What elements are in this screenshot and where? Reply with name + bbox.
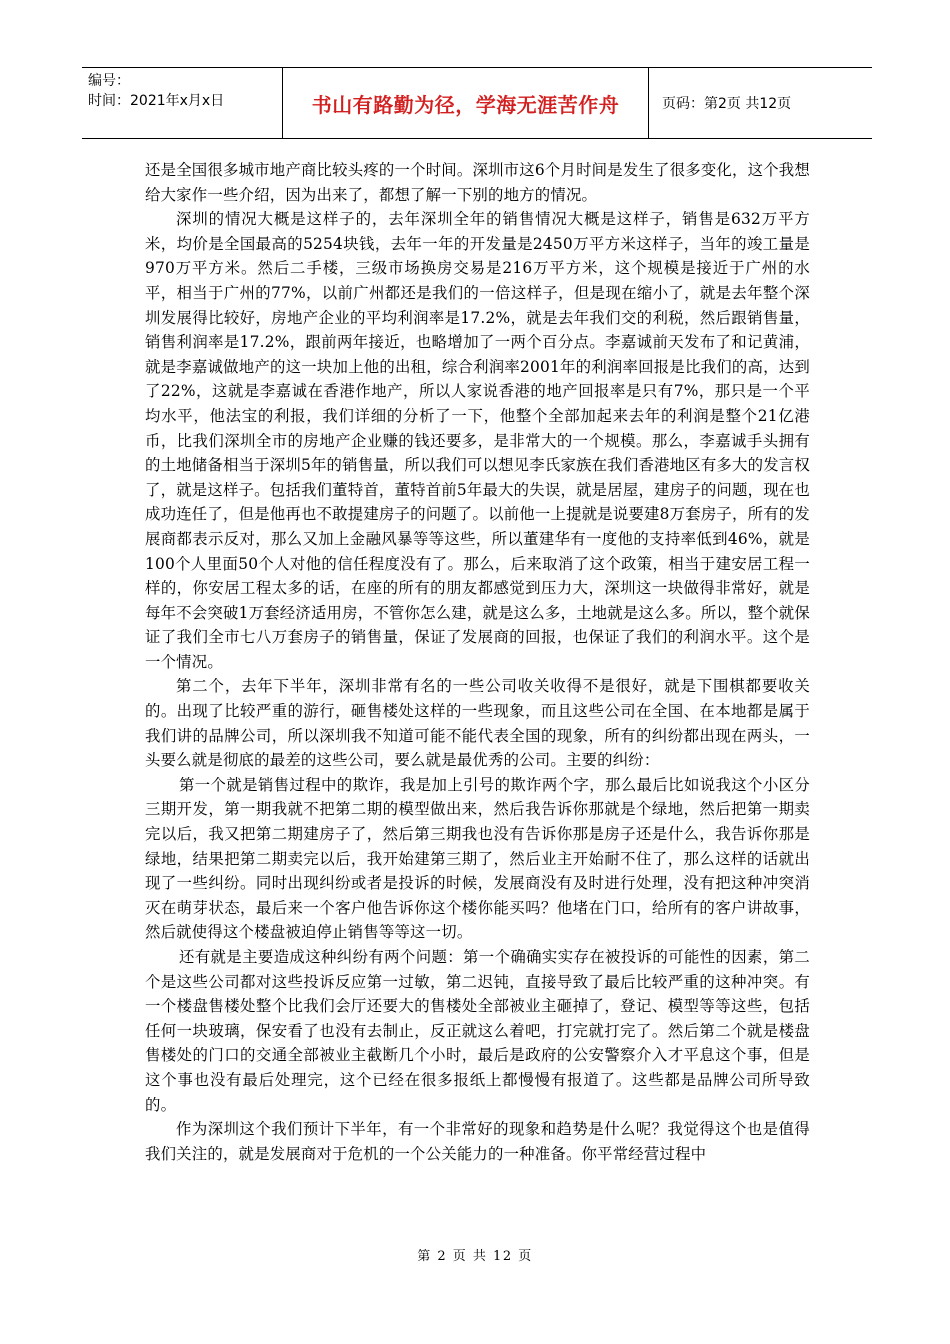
- paragraph: 作为深圳这个我们预计下半年，有一个非常好的现象和趋势是什么呢？我觉得这个也是值得我们关注的，就是发展商对于危机的一个公关能力的一种准备。你平常经营过程中: [145, 1120, 810, 1163]
- document-body: [145, 158, 810, 1166]
- paragraph: 深圳的情况大概是这样子的，去年深圳全年的销售情况大概是这样子，销售是632万平方米，均价是全国最高的5254块钱，去年一年的开发量是2450万平方米这样子，当年的竣工量是970万平方米。然后二手楼，三级市场换房交易是216万平方米，这个规模是接近于广州的水平，相当于广州的77%，以前广州都还是我们的一倍这样子，但是现在缩小了，就是去年整个深圳发展得比较好，房地产企业的平均利润率是17.2%，就是去年我们交的利税，然后跟销售量，销售利润率是17.2%，跟前两年接近，也略增加了一两个百分点。李嘉诚前天发布了和记黄浦，就是李嘉诚做地产的这一块加上他的出租，综合利润率2001年的利润率回报是比我们的高，达到了22%，这就是李嘉诚在香港作地产，所以人家说香港的地产回报率是只有7%，那只是一个平均水平，他法宝的利报，我们详细的分析了一下，他整个全部加起来去年的利润是整个21亿港币，比我们深圳全市的房地产企业赚的钱还要多，是非常大的一个规模。那么，李嘉诚手头拥有的土地储备相当于深圳5年的销售量，所以我们可以想见李氏家族在我们香港地区有多大的发言权了，就是这样子。包括我们董特首，董特首前5年最大的失误，就是居屋，建房子的问题，现在也成功连任了，但是他再也不敢提建房子的问题了。以前他一上提就是说要建8万套房子，所有的发展商都表示反对，那么又加上金融风暴等等这些，所以董建华有一度他的支持率低到46%，就是100个人里面50个人对他的信任程度没有了。那么，后来取消了这个政策，相当于建安居工程一样的，你安居工程太多的话，在座的所有的朋友都感觉到压力大，深圳这一块做得非常好，就是每年不会突破1万套经济适用房，不管你怎么建，就是这么多，土地就是这么多。所以，整个就保证了我们全市七八万套房子的销售量，保证了发展商的回报，也保证了我们的利润水平。这个是一个情况。: [145, 210, 810, 671]
- document-date: 时间：2021年x月x日: [88, 93, 225, 109]
- header-divider-right: [648, 68, 649, 138]
- header-page-info: 页码：第2页 共12页: [662, 96, 792, 112]
- document-number-label: 编号：: [88, 73, 130, 89]
- paragraph: 还有就是主要造成这种纠纷有两个问题：第一个确确实实存在被投诉的可能性的因素，第二个是这些公司都对这些投诉反应第一过敏，第二迟钝，直接导致了最后比较严重的这种冲突。有一个楼盘售楼处整个比我们会厅还要大的售楼处全部被业主砸掉了，登记、模型等等这些，包括任何一块玻璃，保安看了也没有去制止，反正就这么着吧，打完就打完了。然后第二个就是楼盘售楼处的门口的交通全部被业主截断几个小时，最后是政府的公安警察介入才平息这个事，但是这个事也没有最后处理完，这个已经在很多报纸上都慢慢有报道了。这些都是品牌公司所导致的。: [145, 948, 810, 1114]
- page-header: [82, 67, 872, 139]
- header-meta: [88, 71, 278, 111]
- paragraph: 还是全国很多城市地产商比较头疼的一个时间。深圳市这6个月时间是发生了很多变化，这个我想给大家作一些介绍，因为出来了，都想了解一下别的地方的情况。: [145, 161, 810, 204]
- paragraph: 第二个，去年下半年，深圳非常有名的一些公司收关收得不是很好，就是下围棋都要收关的。出现了比较严重的游行，砸售楼处这样的一些现象，而且这些公司在全国、在本地都是属于我们讲的品牌公司，所以深圳我不知道可能不能代表全国的现象，所有的纠纷都出现在两头，一头要么就是彻底的最差的这些公司，要么就是最优秀的公司。主要的纠纷：: [145, 677, 810, 770]
- header-motto: 书山有路勤为径，学海无涯苦作舟: [311, 92, 620, 117]
- page-footer: 第 2 页 共 12 页: [417, 1249, 533, 1264]
- paragraph: 第一个就是销售过程中的欺诈，我是加上引号的欺诈两个字，那么最后比如说我这个小区分三期开发，第一期我就不把第二期的模型做出来，然后我告诉你那就是个绿地，然后把第一期卖完以后，我又把第二期建房子了，然后第三期我也没有告诉你那是房子还是什么，我告诉你那是绿地，结果把第二期卖完以后，我开始建第三期了，然后业主开始耐不住了，那么这样的话就出现了一些纠纷。同时出现纠纷或者是投诉的时候，发展商没有及时进行处理，没有把这种冲突消灭在萌芽状态，最后来一个客户他告诉你这个楼你能买吗？他堵在门口，给所有的客户讲故事，然后就使得这个楼盘被迫停止销售等等这一切。: [145, 775, 810, 942]
